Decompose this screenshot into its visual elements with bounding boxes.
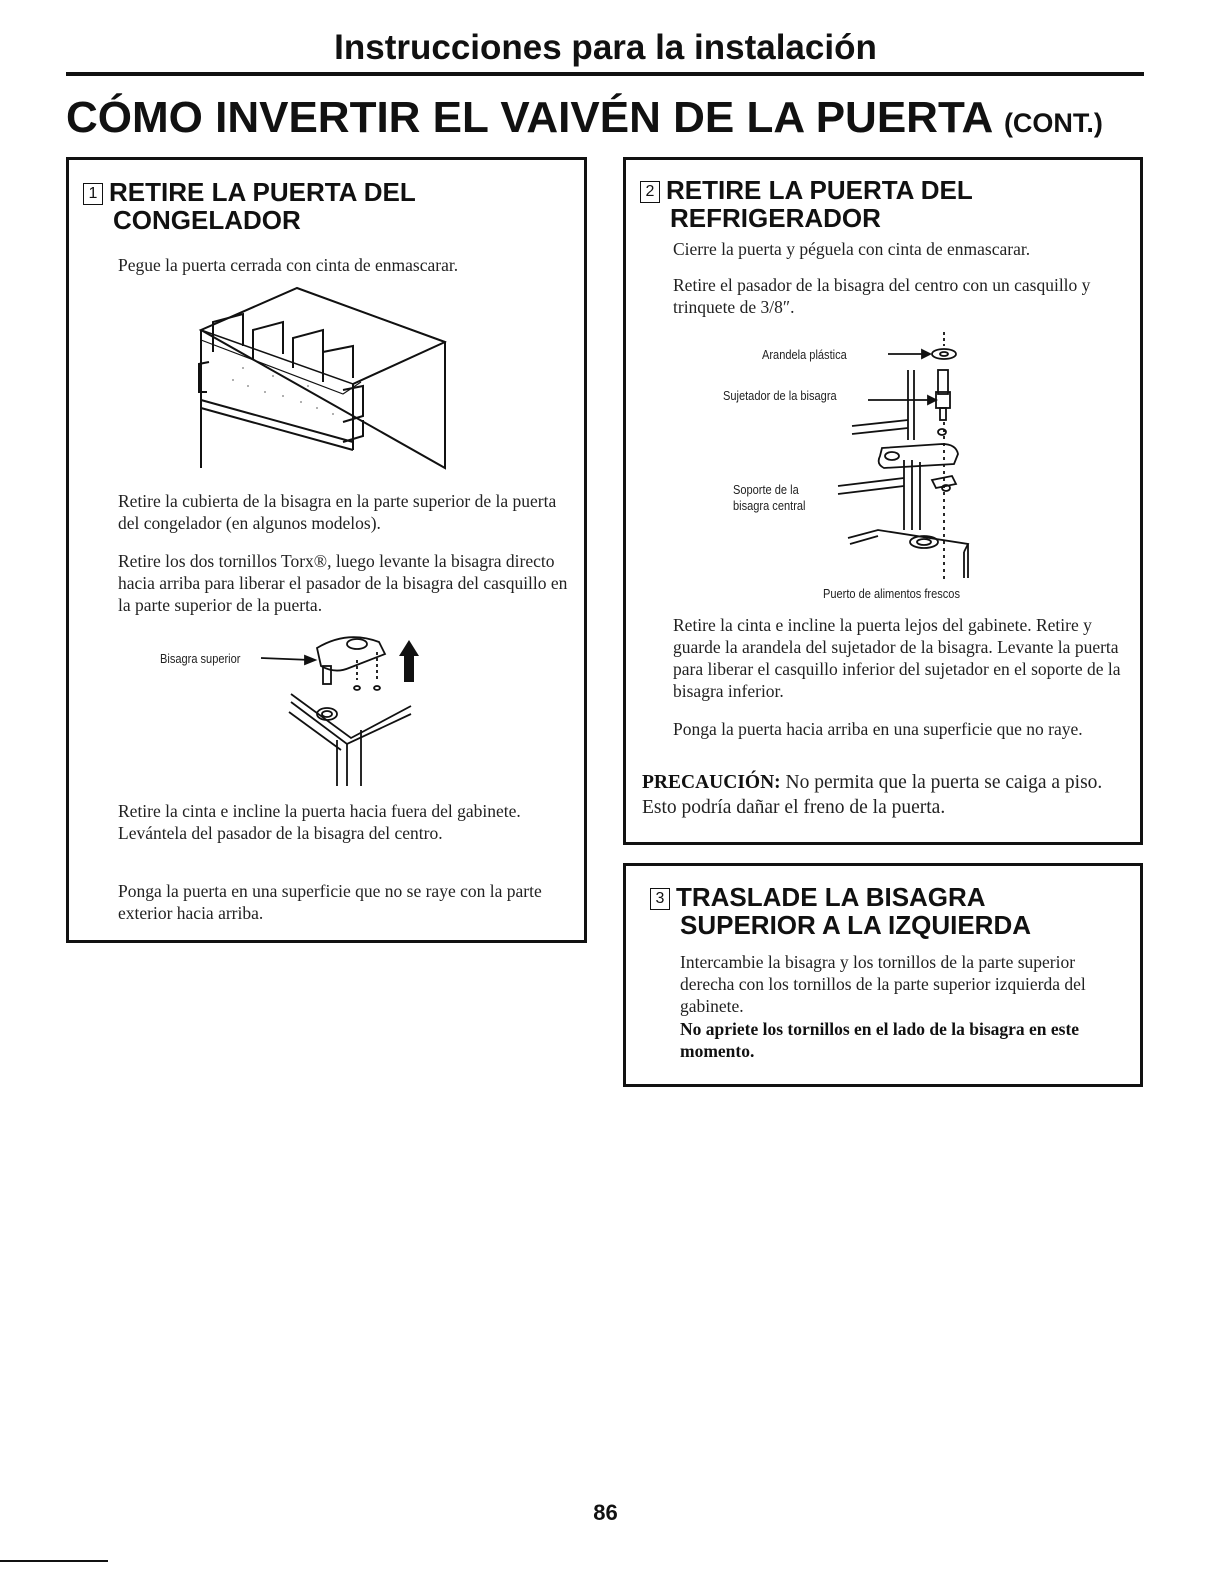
freezer-door-taped-illustration [193,282,463,472]
step-2-text-2: Retire el pasador de la bisagra del centro con un casquillo y trinquete de 3/8″. [673,275,1091,317]
section-header: Instrucciones para la instalación [334,28,877,67]
step-2-heading: 2 RETIRE LA PUERTA DEL REFRIGERADOR [640,176,973,232]
step-2-box [623,157,1143,845]
caution-label: PRECAUCIÓN: [642,772,781,793]
footer-rule [0,1560,108,1562]
step-2-number: 2 [640,181,660,203]
label-center-hinge-bracket-2: bisagra central [733,498,806,513]
step-1-text-1: Pegue la puerta cerrada con cinta de enmascarar. [118,255,459,275]
caution-text: No permita que la puerta se caiga a piso. Esto podría dañar el freno de la puerta. [642,772,1103,818]
step-3-box [623,863,1143,1087]
page-title-main: CÓMO INVERTIR EL VAIVÉN DE LA PUERTA [66,93,992,142]
step-1-text-2: Retire la cubierta de la bisagra en la parte superior de la puerta del congelador (en algunos modelos). [118,491,557,533]
step-3-heading: 3 TRASLADE LA BISAGRA SUPERIOR A LA IZQUIERDA [650,883,1031,939]
page-title [66,90,1103,151]
step-2-text-3: Retire la cinta e incline la puerta lejos del gabinete. Retire y guarde la arandela del sujetador de la bisagra. Levante la puerta para liberar el casquillo inferior del sujetador en el soporte de la bisagra inferior. [673,615,1121,701]
step-3-text-1: Intercambie la bisagra y los tornillos de la parte superior derecha con los tornillos de la parte superior izquierda del gabinete. [680,952,1086,1016]
step-1-box [66,157,587,943]
step-3-text-2: No apriete los tornillos en el lado de la bisagra en este momento. [680,1019,1080,1061]
label-fresh-food-door: Puerto de alimentos frescos [823,586,960,601]
step-1-text-5: Ponga la puerta en una superficie que no se raye con la parte exterior hacia arriba. [118,881,542,923]
label-top-hinge: Bisagra superior [160,651,241,666]
label-hinge-pin: Sujetador de la bisagra [723,388,837,403]
step-1-text-3: Retire los dos tornillos Torx®, luego levante la bisagra directo hacia arriba para liberar el pasador de la bisagra del casquillo en la parte superior de la puerta. [118,551,568,615]
label-center-hinge-bracket-1: Soporte de la [733,482,799,497]
label-plastic-washer: Arandela plástica [762,347,847,362]
page-number: 86 [593,1500,618,1525]
header-rule [66,72,1144,76]
page-title-cont: (CONT.) [1003,108,1103,138]
step-2-text-4: Ponga la puerta hacia arriba en una superficie que no raye. [673,719,1083,739]
step-3-number: 3 [650,888,670,910]
center-hinge-illustration [848,330,988,580]
step-2-text-1: Cierre la puerta y péguela con cinta de enmascarar. [673,239,1031,259]
step-1-number: 1 [83,183,103,205]
step-2-caution [642,770,1132,820]
step-1-text-4: Retire la cinta e incline la puerta hacia fuera del gabinete. Levántela del pasador de la bisagra del centro. [118,801,521,843]
step-1-heading: 1 RETIRE LA PUERTA DEL CONGELADOR [83,178,416,234]
top-hinge-illustration [261,630,441,788]
